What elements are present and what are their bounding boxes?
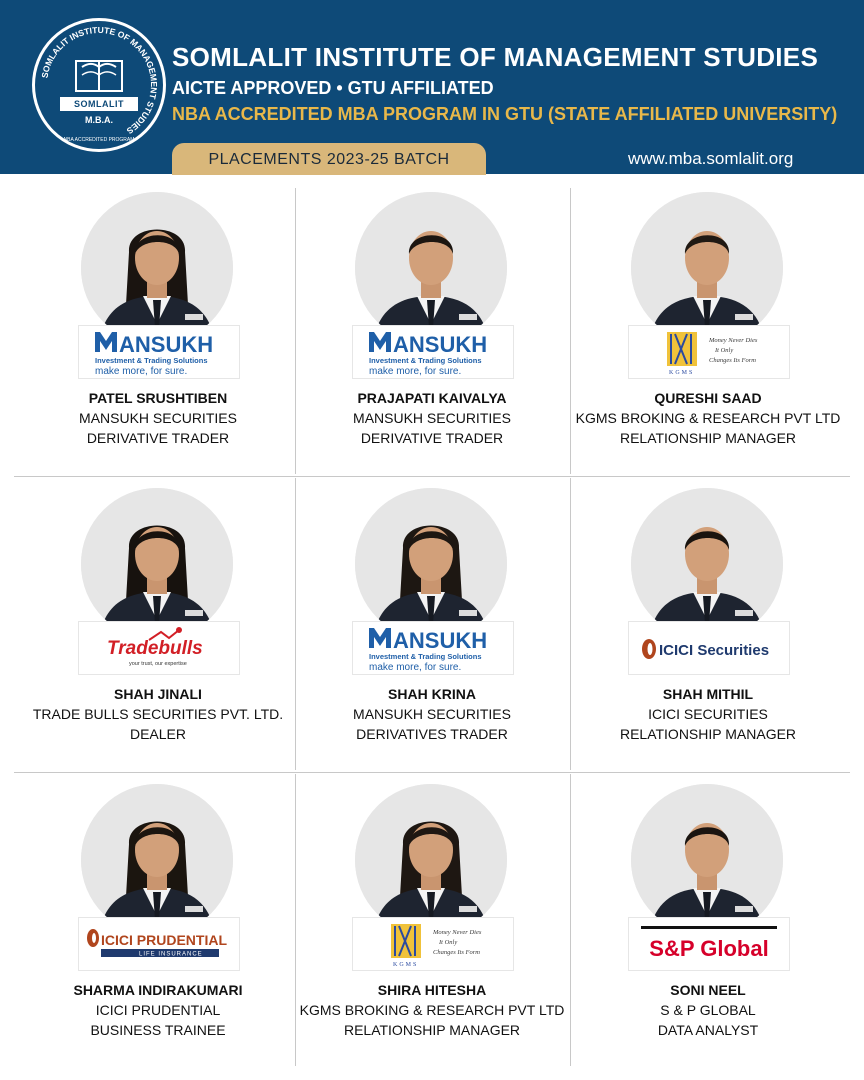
header-banner xyxy=(0,0,864,174)
svg-text:Changes Its Form: Changes Its Form xyxy=(433,949,480,956)
grid-divider xyxy=(570,478,571,770)
svg-text:LIFE INSURANCE: LIFE INSURANCE xyxy=(139,951,203,958)
company-name: KGMS BROKING & RESEARCH PVT LTD xyxy=(575,410,841,426)
grid-divider xyxy=(295,774,296,1066)
svg-text:Investment & Trading Solutions: Investment & Trading Solutions xyxy=(95,356,208,365)
portrait-illustration xyxy=(81,784,233,936)
seal-subtitle: NBA ACCREDITED PROGRAM xyxy=(63,137,135,143)
institute-seal-logo xyxy=(32,18,166,152)
approval-line: AICTE APPROVED • GTU AFFILIATED xyxy=(172,78,494,98)
student-card xyxy=(23,474,293,764)
institute-name: SOMLALIT INSTITUTE OF MANAGEMENT STUDIES xyxy=(172,42,819,72)
company-logo xyxy=(79,918,239,970)
grid-divider xyxy=(295,478,296,770)
svg-text:ICICI Securities: ICICI Securities xyxy=(659,642,770,659)
svg-text:It Only: It Only xyxy=(715,347,734,354)
accreditation-line: NBA ACCREDITED MBA PROGRAM IN GTU (STATE AFFILIATED UNIVERSITY) xyxy=(172,104,838,124)
student-card xyxy=(297,474,567,764)
svg-text:Investment & Trading Solutions: Investment & Trading Solutions xyxy=(369,652,482,661)
student-photo xyxy=(81,192,233,344)
grid-divider xyxy=(570,188,571,474)
portrait-illustration xyxy=(81,192,233,344)
student-name: SHAH JINALI xyxy=(114,686,202,702)
job-role: DERIVATIVE TRADER xyxy=(86,430,230,446)
svg-text:KGMS: KGMS xyxy=(393,962,419,968)
grid-divider xyxy=(570,774,571,1066)
job-role: BUSINESS TRAINEE xyxy=(90,1022,226,1038)
svg-text:KGMS: KGMS xyxy=(669,370,695,376)
student-name: PRAJAPATI KAIVALYA xyxy=(357,390,507,406)
company-name: KGMS BROKING & RESEARCH PVT LTD xyxy=(299,1002,565,1018)
company-logo xyxy=(353,326,513,378)
student-name: SHAH KRINA xyxy=(388,686,476,702)
student-photo xyxy=(631,488,783,640)
batch-tab: PLACEMENTS 2023-25 BATCH xyxy=(172,143,486,175)
svg-text:ANSUKH: ANSUKH xyxy=(119,332,214,357)
company-name: TRADE BULLS SECURITIES PVT. LTD. xyxy=(32,706,284,722)
job-role: RELATIONSHIP MANAGER xyxy=(619,430,797,446)
portrait-illustration xyxy=(631,488,783,640)
student-card xyxy=(573,178,843,468)
svg-text:ICICI PRUDENTIAL: ICICI PRUDENTIAL xyxy=(101,932,227,948)
icici-prudential-logo xyxy=(79,918,239,970)
book-icon xyxy=(74,59,124,95)
company-name: ICICI SECURITIES xyxy=(648,706,768,722)
student-photo xyxy=(355,784,507,936)
job-role: DERIVATIVE TRADER xyxy=(360,430,504,446)
student-photo xyxy=(355,192,507,344)
student-name: SHARMA INDIRAKUMARI xyxy=(73,982,243,998)
student-name: QURESHI SAAD xyxy=(654,390,762,406)
mansukh-logo xyxy=(79,326,239,378)
svg-text:Tradebulls: Tradebulls xyxy=(107,638,203,659)
seal-mba: M.B.A. xyxy=(85,115,113,125)
job-role: DEALER xyxy=(129,726,187,742)
company-name: MANSUKH SECURITIES xyxy=(353,410,511,426)
student-photo xyxy=(355,488,507,640)
svg-text:make more, for sure.: make more, for sure. xyxy=(369,662,462,673)
student-card xyxy=(573,770,843,1060)
portrait-illustration xyxy=(355,488,507,640)
svg-text:make more, for sure.: make more, for sure. xyxy=(369,366,462,377)
student-name: PATEL SRUSHTIBEN xyxy=(88,390,228,406)
student-card xyxy=(297,178,567,468)
tradebulls-logo xyxy=(79,622,239,674)
company-name: MANSUKH SECURITIES xyxy=(79,410,237,426)
company-logo xyxy=(353,918,513,970)
job-role: RELATIONSHIP MANAGER xyxy=(619,726,797,742)
svg-text:It Only: It Only xyxy=(439,939,458,946)
portrait-illustration xyxy=(355,784,507,936)
kgms-logo xyxy=(353,918,513,970)
job-role: DATA ANALYST xyxy=(657,1022,759,1038)
company-logo xyxy=(629,326,789,378)
portrait-illustration xyxy=(355,192,507,344)
website-link[interactable]: www.mba.somlalit.org xyxy=(628,149,794,168)
kgms-logo xyxy=(629,326,789,378)
svg-text:Investment & Trading Solutions: Investment & Trading Solutions xyxy=(369,356,482,365)
svg-text:S&P Global: S&P Global xyxy=(649,936,769,961)
svg-text:Changes Its Form: Changes Its Form xyxy=(709,357,756,364)
student-card xyxy=(573,474,843,764)
company-logo xyxy=(79,622,239,674)
student-card xyxy=(297,770,567,1060)
svg-text:Money Never Dies: Money Never Dies xyxy=(433,929,482,936)
company-logo xyxy=(629,918,789,970)
grid-divider xyxy=(295,188,296,474)
portrait-illustration xyxy=(631,192,783,344)
student-card xyxy=(23,770,293,1060)
portrait-illustration xyxy=(631,784,783,936)
svg-text:ANSUKH: ANSUKH xyxy=(393,628,488,653)
company-name: ICICI PRUDENTIAL xyxy=(95,1002,221,1018)
student-name: SHAH MITHIL xyxy=(662,686,754,702)
job-role: DERIVATIVES TRADER xyxy=(356,726,508,742)
mansukh-logo xyxy=(353,622,513,674)
student-name: SHIRA HITESHA xyxy=(377,982,487,998)
student-card xyxy=(23,178,293,468)
svg-text:Money Never Dies: Money Never Dies xyxy=(709,337,758,344)
portrait-illustration xyxy=(81,488,233,640)
company-name: S & P GLOBAL xyxy=(660,1002,756,1018)
student-photo xyxy=(631,784,783,936)
company-logo xyxy=(79,326,239,378)
student-photo xyxy=(631,192,783,344)
company-logo xyxy=(353,622,513,674)
student-name: SONI NEEL xyxy=(670,982,746,998)
svg-text:your trust, our expertise: your trust, our expertise xyxy=(129,661,187,667)
svg-text:SOMLALIT INSTITUTE OF MANAGEME: SOMLALIT INSTITUTE OF MANAGEMENT STUDIES xyxy=(39,24,160,137)
student-photo xyxy=(81,784,233,936)
company-logo xyxy=(629,622,789,674)
svg-text:make more, for sure.: make more, for sure. xyxy=(95,366,188,377)
seal-band: SOMLALIT xyxy=(60,97,138,111)
sp-global-logo xyxy=(629,918,789,970)
company-name: MANSUKH SECURITIES xyxy=(353,706,511,722)
student-photo xyxy=(81,488,233,640)
job-role: RELATIONSHIP MANAGER xyxy=(343,1022,521,1038)
mansukh-logo xyxy=(353,326,513,378)
icici-securities-logo xyxy=(629,622,789,674)
svg-text:ANSUKH: ANSUKH xyxy=(393,332,488,357)
